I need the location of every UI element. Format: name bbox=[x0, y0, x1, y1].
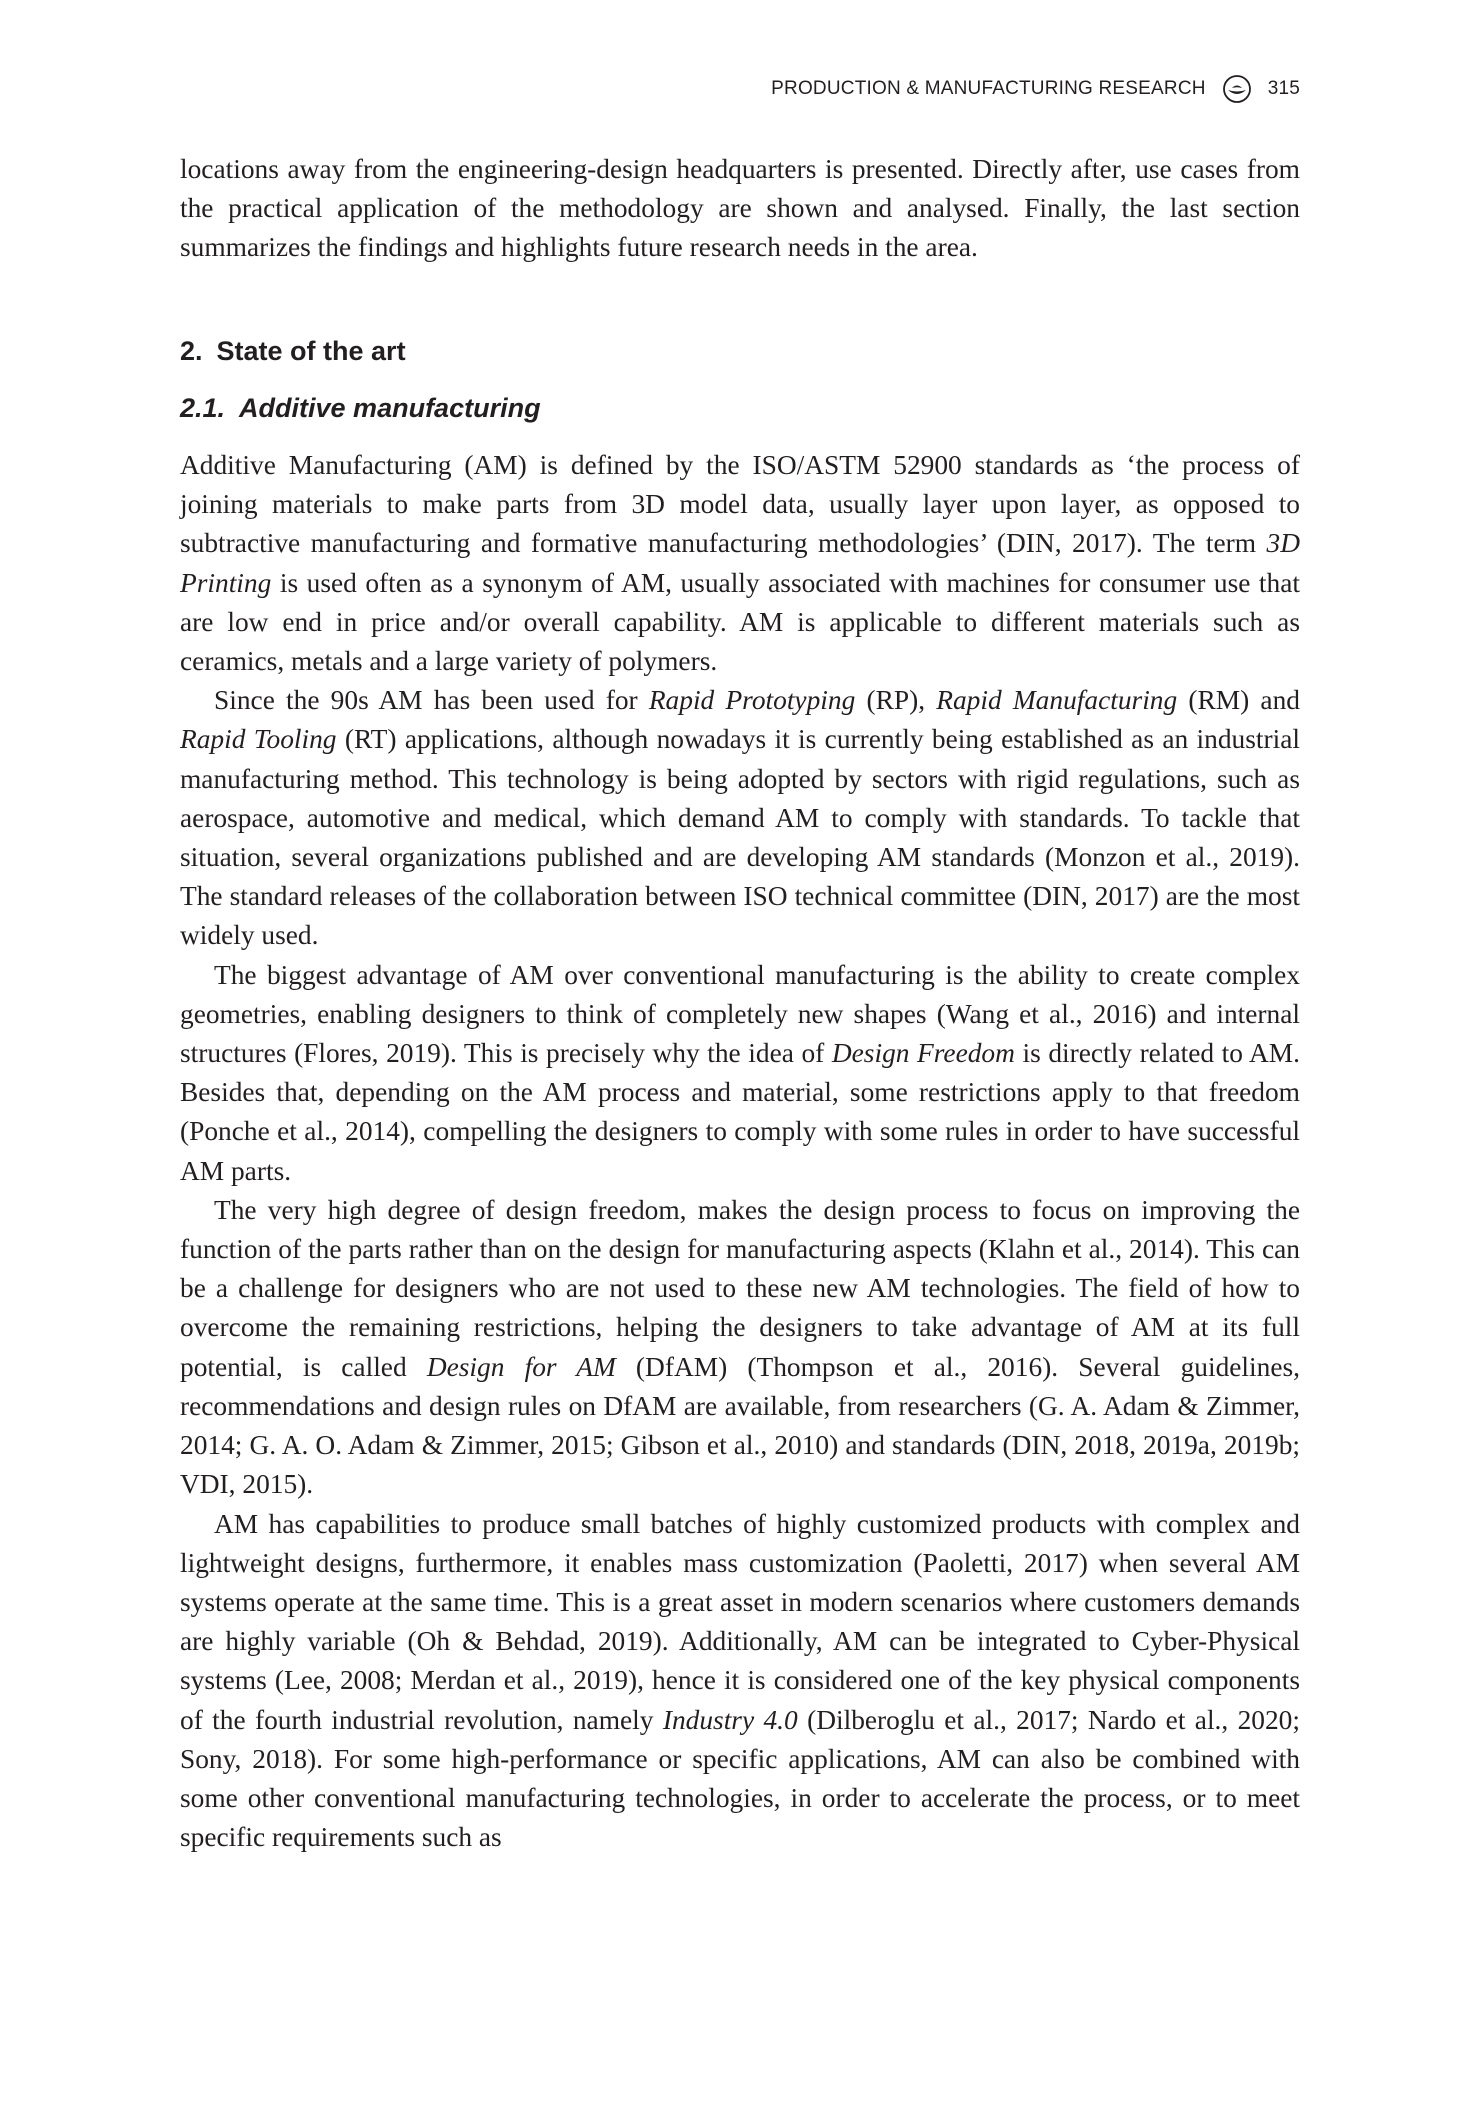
section-title: State of the art bbox=[216, 335, 406, 366]
article-body bbox=[180, 150, 1300, 1857]
text-run: (RT) applications, although nowadays it is currently being established as an industrial manufacturing method. This technology is being adopted by sectors with rigid regulations, such as aerospace, automotive and medical, which demand AM to comply with standards. To tackle that situation, several organizations published and are developing AM standards (Monzon et al., 2019). The standard releases of the collaboration between ISO technical committee (DIN, 2017) are the most widely used. bbox=[180, 724, 1301, 951]
page-number: 315 bbox=[1267, 78, 1300, 99]
emphasis-term: Design Freedom bbox=[831, 1038, 1015, 1069]
text-run: Additive Manufacturing (AM) is defined by the ISO/ASTM 52900 standards as ‘the process of joining materials to make parts from 3D model data, usually layer upon layer, as opposed to subtractive manufacturing and formative manufacturing methodologies’ (DIN, 2017). The term bbox=[180, 450, 1300, 559]
emphasis-term: Design for AM bbox=[426, 1351, 616, 1382]
emphasis-term: Rapid Tooling bbox=[180, 724, 337, 755]
section-number: 2. bbox=[180, 335, 203, 366]
text-run: (Dilberoglu et al., 2017; Nardo et al., 2020; Sony, 2018). For some high-performance or specific applications, AM can also be combined with some other conventional manufacturing technologies, in order to accelerate the process, or to meet specific requirements such as bbox=[180, 1704, 1300, 1853]
paragraph-design-freedom bbox=[180, 1191, 1300, 1505]
subsection-heading bbox=[180, 389, 1300, 428]
text-run: The very high degree of design freedom, makes the design process to focus on improving the function of the parts rather than on the design for manufacturing aspects (Klahn et al., 2014). This can be a challenge for designers who are not used to these new AM technologies. The field of how to overcome the remaining restrictions, helping the designers to take advantage of AM at its full potential, is called bbox=[180, 1194, 1300, 1382]
emphasis-term: Rapid Prototyping bbox=[648, 685, 856, 716]
paragraph-am-advantage bbox=[180, 956, 1300, 1191]
intro-paragraph: locations away from the engineering-design headquarters is presented. Directly after, use cases from the practical application of the methodology are shown and analysed. Finally, the last section summarizes the findings and highlights future research needs in the area. bbox=[180, 154, 1300, 263]
paragraph-am-history bbox=[180, 681, 1300, 955]
text-run: (DfAM) (Thompson et al., 2016). Several guidelines, recommendations and design rules on DfAM are available, from researchers (G. A. Adam & Zimmer, 2014; G. A. O. Adam & Zimmer, 2015; Gibson et al., 2010) and standards (DIN, 2018, 2019a, 2019b; VDI, 2015). bbox=[180, 1351, 1300, 1500]
paragraph-am-definition bbox=[180, 446, 1300, 681]
subsection-number: 2.1. bbox=[180, 392, 226, 423]
text-run: AM has capabilities to produce small batches of highly customized products with complex and lightweight designs, furthermore, it enables mass customization (Paoletti, 2017) when several AM systems operate at the same time. This is a great asset in modern scenarios where customers demands are highly variable (Oh & Behdad, 2019). Additionally, AM can be integrated to Cyber-Physical systems (Lee, 2008; Merdan et al., 2019), hence it is considered one of the key physical components of the fourth industrial revolution, namely bbox=[180, 1508, 1300, 1735]
text-run: is used often as a synonym of AM, usually associated with machines for consumer use that are low end in price and/or overall capability. AM is applicable to different materials such as ceramics, metals and a large variety of polymers. bbox=[180, 567, 1300, 677]
emphasis-term: 3D Printing bbox=[180, 528, 1300, 598]
text-run: (RP), bbox=[855, 685, 937, 716]
emphasis-term: Industry 4.0 bbox=[662, 1704, 798, 1735]
journal-logo-icon bbox=[1222, 74, 1252, 104]
running-head bbox=[771, 74, 1300, 104]
text-run: Since the 90s AM has been used for bbox=[214, 685, 649, 716]
emphasis-term: Rapid Manufacturing bbox=[936, 685, 1178, 716]
text-run: (RM) and bbox=[1177, 685, 1300, 716]
text-run: is directly related to AM. Besides that, depending on the AM process and material, some restrictions apply to that freedom (Ponche et al., 2014), compelling the designers to comply with some rules in order to have successful AM parts. bbox=[180, 1038, 1301, 1186]
text-run: The biggest advantage of AM over conventional manufacturing is the ability to create complex geometries, enabling designers to think of completely new shapes (Wang et al., 2016) and internal structures (Flores, 2019). This is precisely why the idea of bbox=[180, 959, 1300, 1069]
journal-title: PRODUCTION & MANUFACTURING RESEARCH bbox=[771, 78, 1206, 99]
paragraph-am-capabilities bbox=[180, 1505, 1300, 1858]
subsection-title: Additive manufacturing bbox=[239, 392, 541, 423]
section-heading bbox=[180, 332, 1300, 371]
